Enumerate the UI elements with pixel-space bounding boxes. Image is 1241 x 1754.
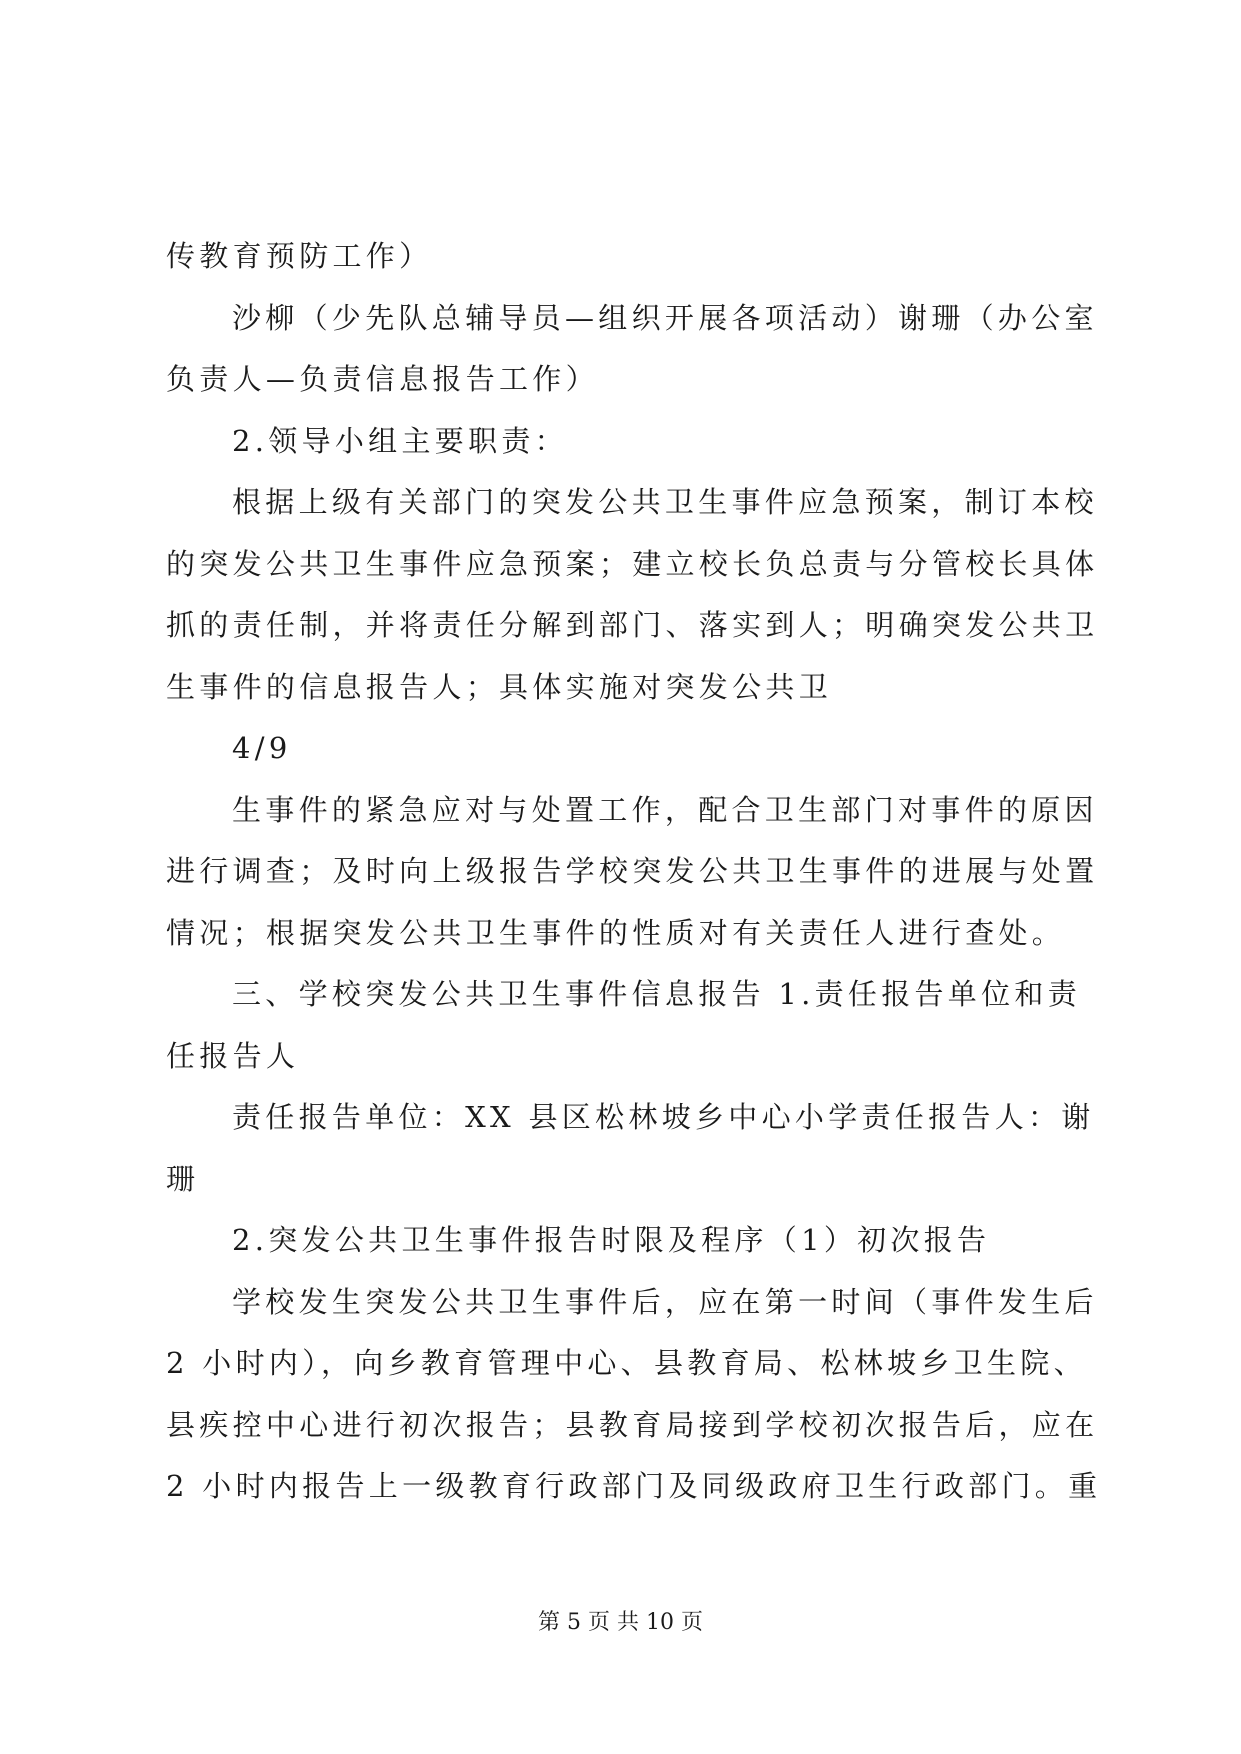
text-line: 珊 [166,1161,200,1196]
text-line: 2.领导小组主要职责： [232,423,568,458]
text-line: 2.突发公共卫生事件报告时限及程序（1）初次报告 [232,1223,991,1257]
text-line: 任报告人 [166,1038,300,1073]
text-line: 生事件的信息报告人；具体实施对突发公共卫 [166,669,833,704]
text-line: 负责人—负责信息报告工作） [166,362,599,396]
text-line: 的突发公共卫生事件应急预案；建立校长负总责与分管校长具体 [166,546,1099,581]
body-text [166,226,1102,1518]
text-line: 情况；根据突发公共卫生事件的性质对有关责任人进行查处。 [166,915,1066,950]
text-line: 2 小时内报告上一级教育行政部门及同级政府卫生行政部门。重 [166,1469,1102,1503]
text-line: 2 小时内），向乡教育管理中心、县教育局、松林坡乡卫生院、 [166,1346,1087,1380]
text-line: 三、学校突发公共卫生事件信息报告 1.责任报告单位和责 [232,977,1081,1011]
text-line: 生事件的紧急应对与处置工作，配合卫生部门对事件的原因 [232,792,1098,827]
page-footer: 第 5 页 共 10 页 [538,1610,703,1635]
text-line: 传教育预防工作） [166,239,433,273]
text-line: 县疾控中心进行初次报告；县教育局接到学校初次报告后，应在 [166,1407,1099,1442]
text-line: 根据上级有关部门的突发公共卫生事件应急预案，制订本校 [232,485,1098,519]
text-line: 进行调查；及时向上级报告学校突发公共卫生事件的进展与处置 [166,854,1099,888]
text-line: 责任报告单位：XX 县区松林坡乡中心小学责任报告人：谢 [232,1100,1095,1134]
text-line: 沙柳（少先队总辅导员—组织开展各项活动）谢珊（办公室 [232,300,1098,335]
text-line: 抓的责任制，并将责任分解到部门、落实到人；明确突发公共卫 [166,608,1099,642]
text-line: 4/9 [232,731,292,765]
text-line: 学校发生突发公共卫生事件后，应在第一时间（事件发生后 [232,1284,1098,1319]
